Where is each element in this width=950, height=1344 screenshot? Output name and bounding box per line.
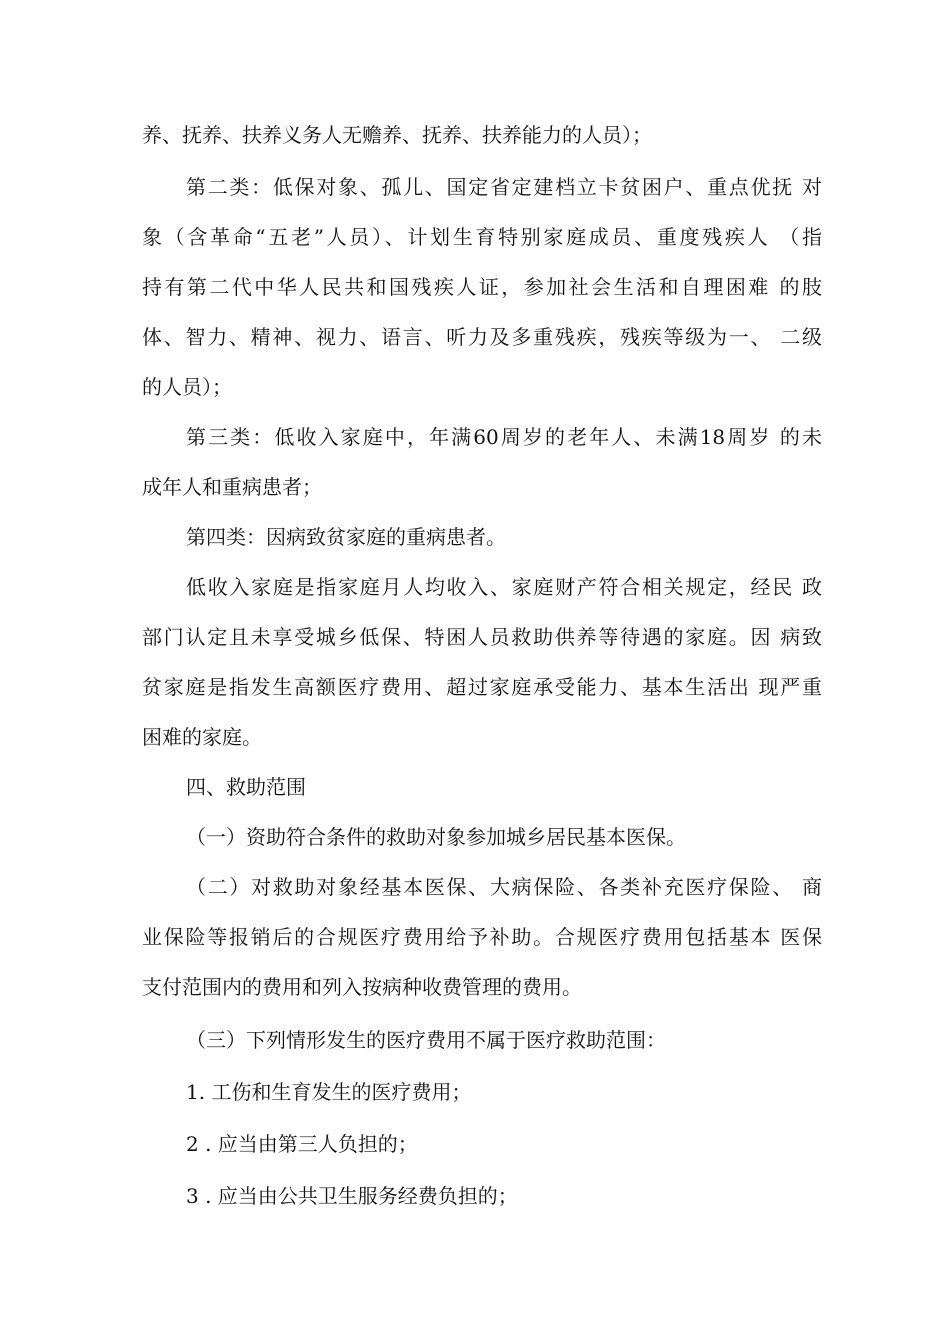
paragraph-line: 持有第二代中华人民共和国残疾人证，参加社会生活和自理困难 的肢 <box>142 275 822 299</box>
paragraph-line: 贫家庭是指发生高额医疗费用、超过家庭承受能力、基本生活出 现严重 <box>142 675 822 699</box>
paragraph-line: （二）对救助对象经基本医保、大病保险、各类补充医疗保险、 商 <box>186 875 822 899</box>
list-item: 1. 工伤和生育发生的医疗费用； <box>186 1080 472 1104</box>
paragraph-line: （一）资助符合条件的救助对象参加城乡居民基本医保。 <box>186 825 686 849</box>
paragraph-line: 象（含革命“五老”人员）、计划生育特别家庭成员、重度残疾人 （指 <box>142 225 822 249</box>
paragraph-line: 的人员）； <box>142 375 232 399</box>
paragraph-line: 困难的家庭。 <box>142 725 262 749</box>
paragraph-line: 支付范围内的费用和列入按病种收费管理的费用。 <box>142 975 582 999</box>
paragraph-line: 第三类：低收入家庭中，年满60周岁的老年人、未满18周岁 的未 <box>186 425 822 449</box>
paragraph-line: （三）下列情形发生的医疗费用不属于医疗救助范围： <box>186 1028 666 1052</box>
list-item: 2 . 应当由第三人负担的； <box>186 1132 418 1156</box>
paragraph-line: 业保险等报销后的合规医疗费用给予补助。合规医疗费用包括基本 医保 <box>142 925 822 949</box>
paragraph-line: 部门认定且未享受城乡低保、特困人员救助供养等待遇的家庭。因 病致 <box>142 625 822 649</box>
paragraph-line: 养、抚养、扶养义务人无赡养、抚养、扶养能力的人员）； <box>142 123 652 147</box>
paragraph-line: 成年人和重病患者； <box>142 475 322 499</box>
section-heading: 四、救助范围 <box>186 775 306 799</box>
paragraph-line: 体、智力、精神、视力、语言、听力及多重残疾，残疾等级为一、 二级 <box>142 325 822 349</box>
paragraph-line: 第四类：因病致贫家庭的重病患者。 <box>186 525 506 549</box>
list-item: 3 . 应当由公共卫生服务经费负担的； <box>186 1184 518 1208</box>
paragraph-line: 第二类：低保对象、孤儿、国定省定建档立卡贫困户、重点优抚 对 <box>186 175 822 199</box>
paragraph-line: 低收入家庭是指家庭月人均收入、家庭财产符合相关规定，经民 政 <box>186 575 822 599</box>
